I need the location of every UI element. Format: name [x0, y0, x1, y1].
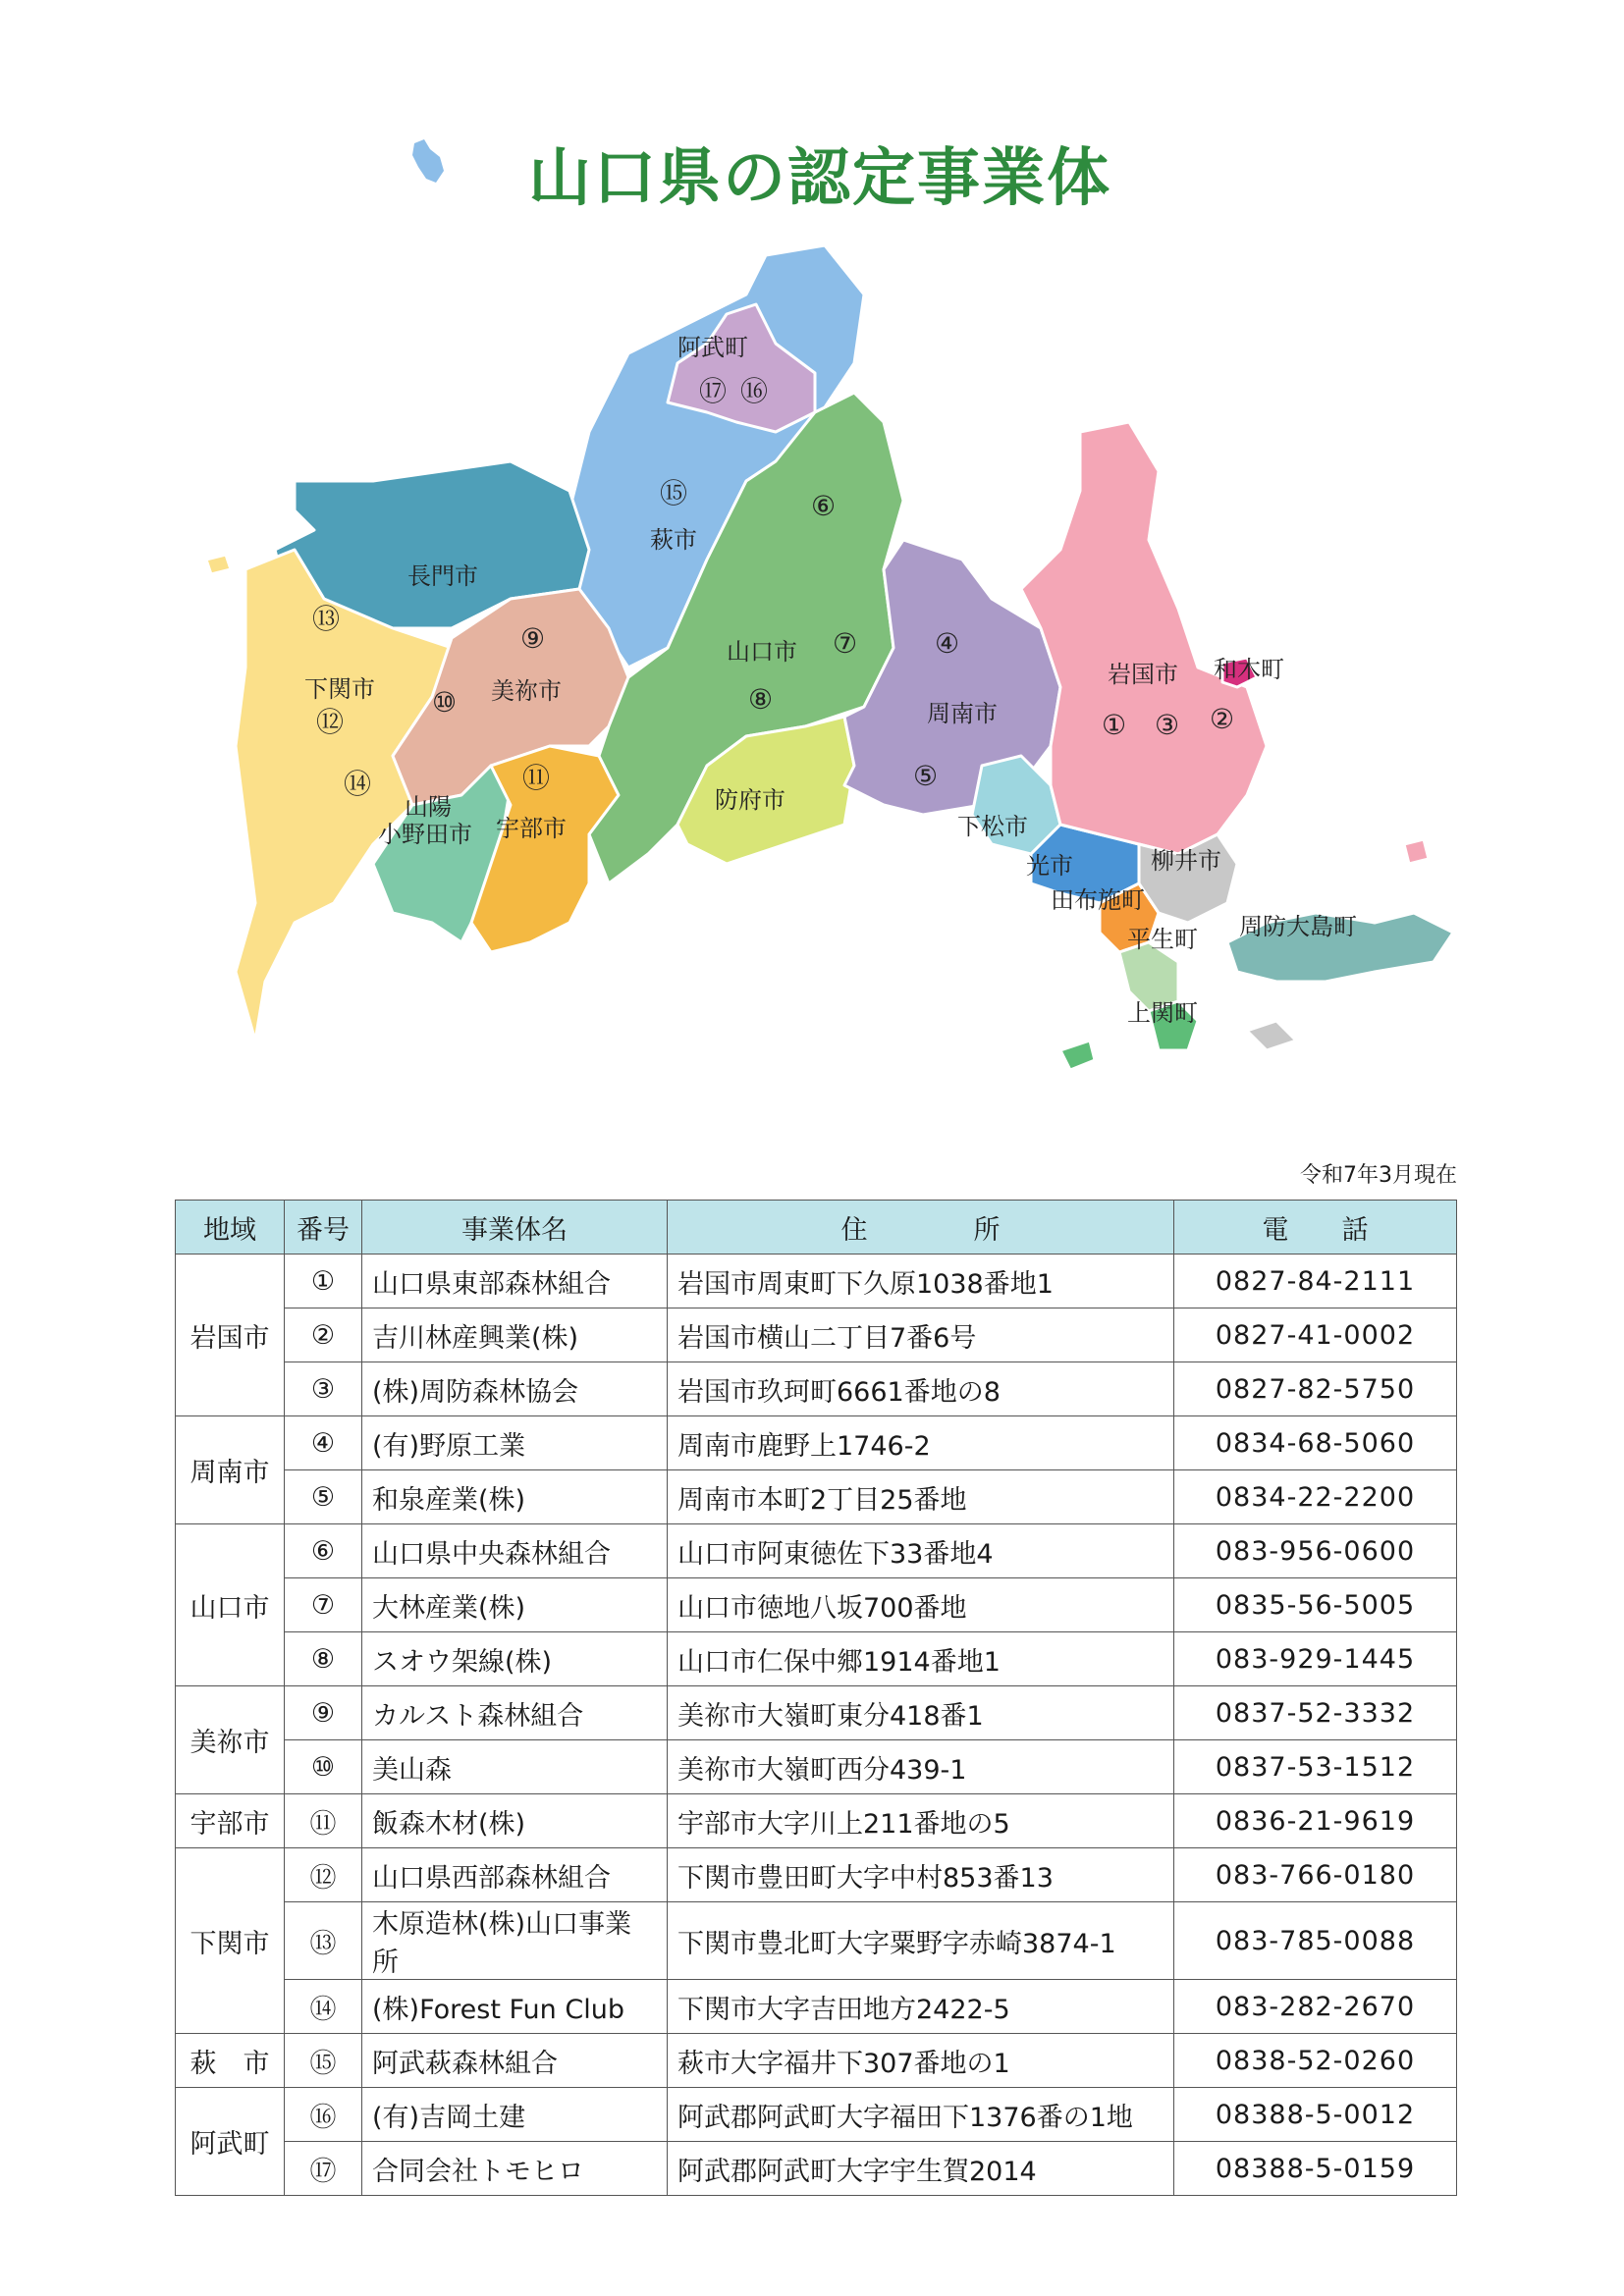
label-hikari: 光市 [1026, 852, 1073, 880]
header-number: 番号 [285, 1201, 362, 1255]
address-cell: 山口市仁保中郷1914番地1 [668, 1632, 1174, 1686]
label-nagato: 長門市 [407, 562, 478, 590]
label-ube: 宇部市 [496, 815, 567, 842]
number-cell [285, 2088, 362, 2142]
label-hirao: 平生町 [1127, 926, 1198, 953]
address-cell: 下関市豊北町大字粟野字赤崎3874-1 [668, 1902, 1174, 1980]
name-cell: 飯森木材(株) [362, 1794, 668, 1848]
number-cell [285, 1362, 362, 1416]
marker-11: ⑪ [522, 762, 551, 794]
marker-3: ③ [1155, 709, 1180, 741]
area-cell: 下関市 [176, 1848, 285, 2034]
address-cell: 下関市大字吉田地方2422-5 [668, 1980, 1174, 2034]
phone-cell: 0827-82-5750 [1174, 1362, 1457, 1416]
name-cell: 山口県中央森林組合 [362, 1524, 668, 1578]
number-cell [285, 2142, 362, 2196]
table-row [176, 1794, 1457, 1848]
number-cell [285, 2034, 362, 2088]
name-cell: 合同会社トモヒロ [362, 2142, 668, 2196]
marker-7: ⑦ [833, 627, 858, 660]
phone-cell: 0837-53-1512 [1174, 1740, 1457, 1794]
marker-14: ⑭ [344, 768, 372, 800]
address-cell: 周南市鹿野上1746-2 [668, 1416, 1174, 1470]
name-cell: 阿武萩森林組合 [362, 2034, 668, 2088]
phone-cell: 0834-22-2200 [1174, 1470, 1457, 1524]
area-cell: 宇部市 [176, 1794, 285, 1848]
circled-number: ⑫ [309, 1862, 337, 1894]
circled-number: ⑩ [310, 1751, 336, 1783]
marker-4: ④ [935, 627, 960, 660]
island-east [1404, 839, 1429, 864]
name-cell: 美山森 [362, 1740, 668, 1794]
title-area [0, 118, 1624, 226]
yamaguchi-shape-icon [410, 139, 446, 185]
address-cell: 宇部市大字川上211番地の5 [668, 1794, 1174, 1848]
table-row [176, 2142, 1457, 2196]
circled-number: ⑪ [309, 1808, 337, 1840]
table-row [176, 1416, 1457, 1470]
label-yanai: 柳井市 [1151, 847, 1221, 875]
phone-cell: 0838-52-0260 [1174, 2034, 1457, 2088]
area-cell: 山口市 [176, 1524, 285, 1686]
phone-cell: 083-956-0600 [1174, 1524, 1457, 1578]
marker-5: ⑤ [913, 760, 939, 792]
name-cell: 山口県東部森林組合 [362, 1255, 668, 1308]
phone-cell: 083-785-0088 [1174, 1902, 1457, 1980]
address-cell: 萩市大字福井下307番地の1 [668, 2034, 1174, 2088]
label-shunan: 周南市 [927, 700, 998, 727]
table-header-row [176, 1201, 1457, 1255]
circled-number: ⑨ [310, 1697, 336, 1729]
number-cell [285, 1686, 362, 1740]
marker-6: ⑥ [811, 490, 837, 522]
circled-number: ⑥ [310, 1535, 336, 1567]
region-iwakuni[interactable] [1021, 422, 1267, 854]
table-row [176, 1255, 1457, 1308]
number-cell [285, 1794, 362, 1848]
page-title: 山口県の認定事業体 [528, 141, 1111, 215]
island-oshima-south [1247, 1021, 1296, 1050]
name-cell: 大林産業(株) [362, 1578, 668, 1632]
table-row [176, 1980, 1457, 2034]
header-address: 住 所 [668, 1201, 1174, 1255]
phone-cell: 0827-41-0002 [1174, 1308, 1457, 1362]
marker-1: ① [1102, 709, 1127, 741]
name-cell: 山口県西部森林組合 [362, 1848, 668, 1902]
name-cell: (株)周防森林協会 [362, 1362, 668, 1416]
label-tabuse: 田布施町 [1051, 886, 1145, 914]
label-hagi: 萩市 [650, 526, 697, 554]
number-cell [285, 1308, 362, 1362]
label-mine: 美祢市 [491, 677, 562, 705]
name-cell: (有)吉岡土建 [362, 2088, 668, 2142]
number-cell [285, 1632, 362, 1686]
area-cell: 美祢市 [176, 1686, 285, 1794]
address-cell: 下関市豊田町大字中村853番13 [668, 1848, 1174, 1902]
marker-10: ⑩ [432, 686, 458, 719]
circled-number: ⑤ [310, 1481, 336, 1513]
name-cell: スオウ架線(株) [362, 1632, 668, 1686]
label-abu: 阿武町 [677, 334, 748, 361]
table-row [176, 1848, 1457, 1902]
label-oshima: 周防大島町 [1239, 913, 1357, 940]
circled-number: ⑯ [309, 2102, 337, 2133]
label-yamaguchi: 山口市 [727, 638, 797, 666]
address-cell: 美祢市大嶺町西分439-1 [668, 1740, 1174, 1794]
name-cell: (株)Forest Fun Club [362, 1980, 668, 2034]
table-row [176, 1686, 1457, 1740]
header-name: 事業体名 [362, 1201, 668, 1255]
marker-16: ⑯ [740, 375, 769, 407]
address-cell: 岩国市横山二丁目7番6号 [668, 1308, 1174, 1362]
label-sanyo-line2: 小野田市 [378, 821, 472, 848]
circled-number: ⑭ [309, 1994, 337, 2025]
address-cell: 阿武郡阿武町大字福田下1376番の1地 [668, 2088, 1174, 2142]
number-cell [285, 1848, 362, 1902]
label-waki: 和木町 [1214, 656, 1284, 683]
circled-number: ⑰ [309, 2156, 337, 2187]
as-of-date: 令和7年3月現在 [1300, 1163, 1457, 1188]
circled-number: ⑧ [310, 1643, 336, 1675]
number-cell [285, 1524, 362, 1578]
table-row [176, 1632, 1457, 1686]
area-cell: 阿武町 [176, 2088, 285, 2196]
circled-number: ⑦ [310, 1589, 336, 1621]
marker-12: ⑫ [316, 706, 345, 738]
number-cell [285, 1902, 362, 1980]
address-cell: 阿武郡阿武町大字宇生賀2014 [668, 2142, 1174, 2196]
table-row [176, 1740, 1457, 1794]
header-phone: 電 話 [1174, 1201, 1457, 1255]
phone-cell: 0836-21-9619 [1174, 1794, 1457, 1848]
circled-number: ② [310, 1319, 336, 1351]
marker-17: ⑰ [699, 375, 728, 407]
number-cell [285, 1578, 362, 1632]
phone-cell: 08388-5-0012 [1174, 2088, 1457, 2142]
area-cell: 岩国市 [176, 1255, 285, 1416]
label-kaminoseki: 上関町 [1127, 999, 1198, 1027]
phone-cell: 0837-52-3332 [1174, 1686, 1457, 1740]
table-row [176, 1578, 1457, 1632]
area-cell: 周南市 [176, 1416, 285, 1524]
phone-cell: 0835-56-5005 [1174, 1578, 1457, 1632]
number-cell [285, 1980, 362, 2034]
table-row [176, 2034, 1457, 2088]
name-cell: 和泉産業(株) [362, 1470, 668, 1524]
phone-cell: 083-766-0180 [1174, 1848, 1457, 1902]
marker-13: ⑬ [312, 603, 341, 635]
circled-number: ① [310, 1265, 336, 1297]
table-row [176, 2088, 1457, 2142]
table-row [176, 1902, 1457, 1980]
table-row [176, 1308, 1457, 1362]
table-row [176, 1470, 1457, 1524]
number-cell [285, 1740, 362, 1794]
name-cell: カルスト森林組合 [362, 1686, 668, 1740]
name-cell: 木原造林(株)山口事業所 [362, 1902, 668, 1980]
label-iwakuni: 岩国市 [1108, 661, 1178, 688]
circled-number: ⑬ [309, 1928, 337, 1959]
number-cell [285, 1470, 362, 1524]
label-sanyo-line1: 山陽 [405, 793, 452, 821]
address-cell: 岩国市周東町下久原1038番地1 [668, 1255, 1174, 1308]
phone-cell: 083-929-1445 [1174, 1632, 1457, 1686]
phone-cell: 0827-84-2111 [1174, 1255, 1457, 1308]
map-svg [0, 236, 1624, 1148]
address-cell: 山口市徳地八坂700番地 [668, 1578, 1174, 1632]
label-hofu: 防府市 [715, 786, 785, 814]
circled-number: ③ [310, 1373, 336, 1405]
table-row [176, 1362, 1457, 1416]
table-body [176, 1255, 1457, 2196]
name-cell: 吉川林産興業(株) [362, 1308, 668, 1362]
island-kaminoseki-south [1060, 1041, 1095, 1070]
marker-9: ⑨ [520, 622, 546, 655]
phone-cell: 083-282-2670 [1174, 1980, 1457, 2034]
region-map [0, 236, 1624, 1148]
business-table [175, 1200, 1457, 2196]
circled-number: ⑮ [309, 2048, 337, 2079]
marker-15: ⑮ [660, 477, 688, 509]
label-kudamatsu: 下松市 [957, 813, 1028, 840]
circled-number: ④ [310, 1427, 336, 1459]
area-cell: 萩 市 [176, 2034, 285, 2088]
name-cell: (有)野原工業 [362, 1416, 668, 1470]
table-row [176, 1524, 1457, 1578]
island-west [206, 555, 231, 574]
header-area: 地域 [176, 1201, 285, 1255]
phone-cell: 0834-68-5060 [1174, 1416, 1457, 1470]
address-cell: 山口市阿東徳佐下33番地4 [668, 1524, 1174, 1578]
address-cell: 美祢市大嶺町東分418番1 [668, 1686, 1174, 1740]
address-cell: 周南市本町2丁目25番地 [668, 1470, 1174, 1524]
marker-2: ② [1210, 703, 1235, 735]
address-cell: 岩国市玖珂町6661番地の8 [668, 1362, 1174, 1416]
label-shimonoseki: 下関市 [304, 675, 375, 703]
number-cell [285, 1416, 362, 1470]
number-cell [285, 1255, 362, 1308]
marker-8: ⑧ [748, 683, 774, 716]
phone-cell: 08388-5-0159 [1174, 2142, 1457, 2196]
